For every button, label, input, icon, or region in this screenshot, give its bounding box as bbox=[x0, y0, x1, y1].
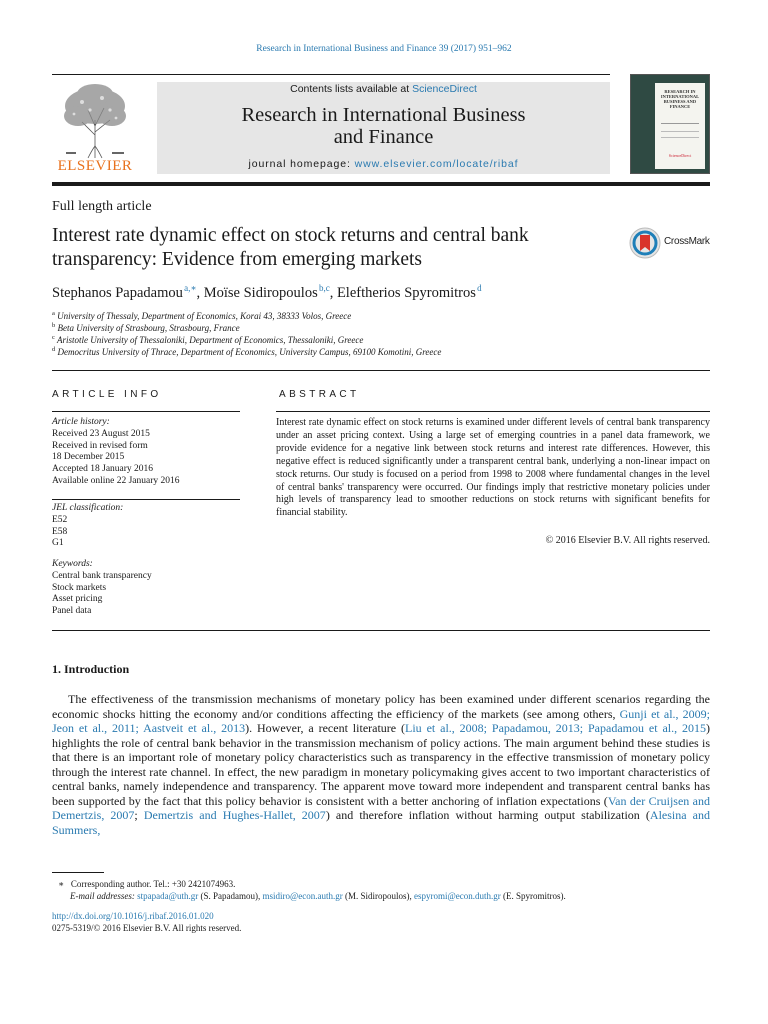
affiliation-d bbox=[52, 346, 441, 357]
email-link[interactable]: espyromi@econ.duth.gr bbox=[414, 891, 501, 901]
journal-cover-page bbox=[655, 83, 705, 169]
email-link[interactable]: msidiro@econ.auth.gr bbox=[262, 891, 343, 901]
citation-link[interactable]: Liu et al., 2008; Papadamou, 2013; Papadamou et al., 2015 bbox=[405, 721, 706, 735]
author-2 bbox=[204, 285, 337, 301]
journal-cover-title: RESEARCH IN INTERNATIONAL BUSINESS AND FINANCE bbox=[660, 89, 700, 109]
history-item: 18 December 2015 bbox=[52, 452, 125, 463]
author-affil-mark[interactable]: b,c bbox=[318, 283, 330, 293]
email-owner: (E. Spyromitros). bbox=[500, 891, 566, 901]
affiliation-b bbox=[52, 322, 240, 333]
article-history bbox=[52, 417, 242, 488]
issn-copyright: 0275-5319/© 2016 Elsevier B.V. All rights reserved. bbox=[52, 923, 242, 933]
citation-link[interactable]: Demertzis and Hughes-Hallet, 2007 bbox=[143, 808, 326, 822]
corresponding-author-note bbox=[52, 878, 712, 890]
jel-code: E52 bbox=[52, 514, 68, 525]
affiliation-mark: d bbox=[52, 346, 56, 353]
journal-homepage bbox=[157, 158, 610, 170]
journal-title-line1: Research in International Business bbox=[241, 104, 526, 126]
info-rule bbox=[52, 411, 240, 412]
sciencedirect-link[interactable]: ScienceDirect bbox=[412, 83, 477, 95]
journal-title bbox=[157, 104, 610, 148]
section-rule bbox=[52, 370, 710, 371]
email-label: E-mail addresses: bbox=[70, 891, 135, 901]
citation-link[interactable]: Gunji et al., 2009; Jeon et al., 2011; Aastveit et al., 2013 bbox=[52, 706, 710, 735]
footnote-mark: ∗ bbox=[58, 879, 65, 889]
history-item: Available online 22 January 2016 bbox=[52, 475, 180, 486]
affiliation-mark: b bbox=[52, 322, 56, 329]
journal-title-line2: and Finance bbox=[333, 126, 434, 148]
abstract-text: Interest rate dynamic effect on stock returns is examined under different levels of central bank transparency under an asset pricing context. Using a large set of emerging countries in a panel data framework, we provide evidence for a negative link between stock returns and interest rate differences. However, this negative effect is reduced significantly under a transparent central bank, underlying a non-linear impact on stock returns. Our study is focused on a period from 1998 to 2008 where fundamental changes in the level of central banks' transparency were occurred. Our findings imply that restrictive monetary policies under high levels of transparency lead to smoother reductions on stock returns with significant benefits for financial stability. bbox=[276, 417, 710, 519]
affiliation-text: Democritus University of Thrace, Department of Economics, University Campus, 69100 Komotini, Greece bbox=[57, 347, 442, 357]
article-title-line1: Interest rate dynamic effect on stock returns and central bank bbox=[52, 225, 529, 246]
article-type: Full length article bbox=[52, 199, 152, 214]
journal-reference-link[interactable]: Research in International Business and Finance 39 (2017) 951–962 bbox=[256, 44, 512, 54]
homepage-link[interactable]: www.elsevier.com/locate/ribaf bbox=[354, 158, 519, 170]
citation-link[interactable]: Alesina and Summers, bbox=[52, 808, 711, 837]
crossmark-icon bbox=[629, 227, 663, 259]
affiliation-text: University of Thessaly, Department of Economics, Korai 43, 38333 Volos, Greece bbox=[57, 311, 352, 321]
jel-code: G1 bbox=[52, 538, 64, 549]
email-owner: (S. Papadamou), bbox=[198, 891, 263, 901]
abstract-bottom-rule bbox=[52, 630, 710, 631]
author-name: Moïse Sidiropoulos bbox=[203, 284, 318, 301]
author-list bbox=[52, 283, 482, 302]
keywords bbox=[52, 559, 242, 618]
email-owner: (M. Sidiropoulos), bbox=[342, 891, 414, 901]
jel-rule bbox=[52, 499, 240, 500]
jel-code: E58 bbox=[52, 526, 68, 537]
journal-cover-image bbox=[630, 74, 710, 174]
footnote-rule bbox=[52, 872, 104, 873]
affiliation-text: Beta University of Strasbourg, Strasbourg, France bbox=[57, 323, 240, 333]
intro-text: ) highlights the role of central bank behavior in the transmission mechanism of policy actions. The main argument behind these studies is that there is an important role of monetary policy characteristics such as transparency in the effective transmission of monetary policy through the interest rate channel. In effect, the new paradigm in monetary policymaking gives accent to two important characteristics of central banks, namely independence and transparency. The apparent move toward more independent and transparent central banks has been supported by the fact that this policy behavior is consistent with a better anchoring of inflation expectations ( bbox=[52, 721, 710, 808]
citation-link[interactable]: Van der Cruijsen and Demertzis, 2007 bbox=[52, 793, 711, 822]
jel-classification bbox=[52, 503, 242, 550]
email-addresses bbox=[52, 890, 712, 902]
author-affil-mark[interactable]: d bbox=[477, 283, 482, 293]
affiliation-mark: a bbox=[52, 310, 55, 317]
intro-text: ; bbox=[134, 808, 144, 822]
history-item: Accepted 18 January 2016 bbox=[52, 464, 154, 475]
article-info-heading: ARTICLE INFO bbox=[52, 389, 162, 400]
keyword: Central bank transparency bbox=[52, 570, 152, 581]
intro-text: ) and therefore inflation without harming output stabilization ( bbox=[325, 808, 650, 822]
contents-line bbox=[157, 83, 610, 95]
abstract-rule bbox=[276, 411, 710, 412]
intro-text: ). However, a recent literature ( bbox=[245, 721, 406, 735]
abstract-heading: ABSTRACT bbox=[279, 389, 360, 400]
history-item: Received 23 August 2015 bbox=[52, 428, 150, 439]
article-title bbox=[52, 224, 622, 272]
article-title-line2: transparency: Evidence from emerging markets bbox=[52, 249, 422, 270]
affiliation-c bbox=[52, 334, 363, 345]
author-name: Eleftherios Spyromitros bbox=[336, 284, 476, 301]
keyword: Stock markets bbox=[52, 582, 107, 593]
cover-sciencedirect-badge: ScienceDirect bbox=[668, 153, 692, 158]
author-separator: , bbox=[329, 284, 337, 301]
header-thick-rule bbox=[52, 182, 710, 186]
intro-text: The effectiveness of the transmission mechanisms of monetary policy has been examined under different scenarios regarding the economic shocks hitting the economy and/or conditions affecting the efficiency of the markets (see among others, bbox=[52, 692, 710, 721]
elsevier-wordmark: ELSEVIER bbox=[57, 158, 133, 174]
author-separator: , bbox=[196, 284, 204, 301]
author-name: Stephanos Papadamou bbox=[52, 284, 183, 301]
footnotes bbox=[52, 878, 712, 934]
author-1 bbox=[52, 285, 204, 301]
header-top-rule bbox=[52, 74, 610, 75]
introduction-heading: 1. Introduction bbox=[52, 662, 130, 676]
keyword: Asset pricing bbox=[52, 594, 103, 605]
affiliation-mark: c bbox=[52, 334, 55, 341]
homepage-prefix: journal homepage: bbox=[248, 158, 355, 170]
affiliation-a bbox=[52, 310, 351, 321]
affiliation-text: Aristotle University of Thessaloniki, Department of Economics, Thessaloniki, Greece bbox=[56, 335, 364, 345]
corresponding-author-text: Corresponding author. Tel.: +30 2421074963. bbox=[70, 879, 236, 889]
introduction-paragraph bbox=[52, 692, 710, 837]
jel-label: JEL classification: bbox=[52, 503, 124, 513]
keywords-label: Keywords: bbox=[52, 559, 93, 569]
author-3 bbox=[337, 285, 482, 301]
crossmark-label: CrossMark bbox=[664, 236, 710, 247]
author-affil-mark[interactable]: a,∗ bbox=[184, 283, 197, 293]
history-item: Received in revised form bbox=[52, 440, 148, 451]
history-label: Article history: bbox=[52, 417, 110, 427]
contents-prefix: Contents lists available at bbox=[290, 83, 413, 95]
abstract-copyright: © 2016 Elsevier B.V. All rights reserved. bbox=[545, 535, 710, 546]
keyword: Panel data bbox=[52, 606, 92, 617]
doi-link[interactable]: http://dx.doi.org/10.1016/j.ribaf.2016.01.020 bbox=[52, 911, 214, 921]
email-link[interactable]: stpapada@uth.gr bbox=[137, 891, 199, 901]
